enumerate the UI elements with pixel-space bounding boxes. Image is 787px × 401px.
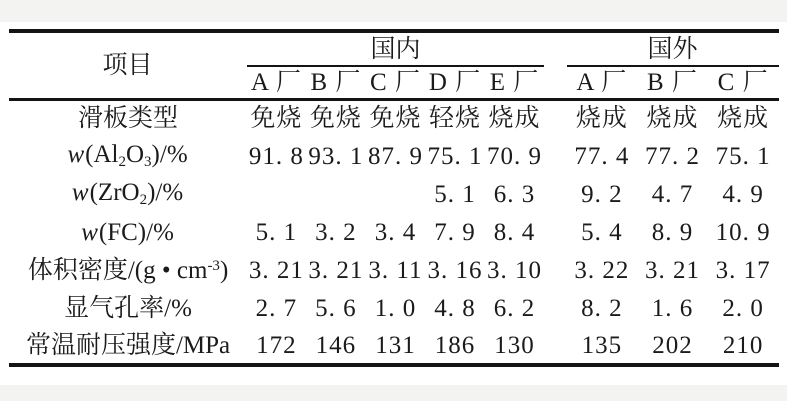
row-label <box>9 251 247 289</box>
corner-header-item: 项目 <box>102 51 153 79</box>
cell: 172 <box>256 331 297 359</box>
cell: 202 <box>652 331 693 359</box>
row-label <box>9 99 247 137</box>
cell: 146 <box>315 331 357 359</box>
cell: 1. 6 <box>651 294 694 322</box>
column-header-domestic-a: A 厂 <box>250 68 302 96</box>
cell: 4. 9 <box>722 180 764 208</box>
cell: 3. 21 <box>644 256 700 284</box>
row-label <box>9 213 247 251</box>
cell: 4. 8 <box>434 294 476 322</box>
row-label-text: (FC)/% <box>98 218 174 246</box>
cell: 5. 1 <box>255 218 298 246</box>
cell: 免烧 <box>306 99 366 137</box>
cell: 130 <box>494 331 535 359</box>
cell <box>247 175 307 213</box>
cell: 75. 1 <box>427 142 483 170</box>
group-gap <box>544 31 566 99</box>
cell: 5. 4 <box>581 218 623 246</box>
group-header-domestic: 国内 <box>247 31 545 66</box>
column-header-domestic-c: C 厂 <box>369 68 421 96</box>
column-header-domestic-e: E 厂 <box>489 68 540 96</box>
cell: 70. 9 <box>487 142 543 170</box>
row-label <box>9 327 247 365</box>
row-label <box>9 175 247 213</box>
cell: 3. 4 <box>374 218 417 246</box>
cell: 8. 9 <box>651 218 694 246</box>
cell: 9. 2 <box>581 180 623 208</box>
cell: 6. 2 <box>493 294 536 322</box>
cell: 3. 11 <box>368 256 423 284</box>
table-row-crushing-strength <box>9 327 779 365</box>
cell: 87. 9 <box>367 142 423 170</box>
cell: 3. 16 <box>427 256 483 284</box>
group-header-foreign: 国外 <box>567 31 779 66</box>
row-label-text: 体积密度/(g • $cm^{-3}$) <box>27 256 229 284</box>
cell: 91. 8 <box>248 142 304 170</box>
table-row-fc <box>9 213 779 251</box>
cell: 5. 6 <box>315 294 357 322</box>
cell: 2. 7 <box>255 294 298 322</box>
row-label-text: (ZrO$_2$)/% <box>89 179 184 208</box>
cell: 3. 2 <box>315 218 357 246</box>
cell: 10. 9 <box>715 218 771 246</box>
cell: 210 <box>722 331 764 359</box>
row-label <box>9 289 247 327</box>
group-gap <box>544 251 566 289</box>
cell: 7. 9 <box>434 218 476 246</box>
table-panel <box>0 22 787 385</box>
row-label-text: 常温耐压强度/MPa <box>25 331 231 359</box>
cell: 75. 1 <box>715 142 771 170</box>
column-header-foreign-b: B 厂 <box>647 68 698 96</box>
cell: 烧成 <box>567 99 638 137</box>
group-gap <box>544 175 566 213</box>
row-label-symbol: w <box>81 218 98 246</box>
table-row-apparent-porosity <box>9 289 779 327</box>
cell: 轻烧 <box>425 99 485 137</box>
cell: 3. 22 <box>574 256 630 284</box>
table-row-bulk-density <box>9 251 779 289</box>
group-gap <box>544 213 566 251</box>
row-label-symbol: w <box>71 179 89 207</box>
cell: 2. 0 <box>722 294 764 322</box>
cell: 免烧 <box>247 99 307 137</box>
cell: 6. 3 <box>493 180 536 208</box>
cell: 5. 1 <box>434 180 476 208</box>
group-header-row <box>9 31 779 66</box>
cell: 93. 1 <box>308 142 364 170</box>
row-label-text: $(Al_2O_3)/\%$ <box>85 141 188 170</box>
column-header-domestic-b: B 厂 <box>310 68 362 96</box>
table-row-zro2 <box>9 175 779 213</box>
cell: 77. 4 <box>574 142 630 170</box>
cell: 烧成 <box>485 99 545 137</box>
cell: 免烧 <box>366 99 426 137</box>
cell: 3. 10 <box>487 256 543 284</box>
cell: 131 <box>375 331 416 359</box>
table-row-al2o3 <box>9 137 779 175</box>
cell <box>306 175 366 213</box>
table-row-plate-type <box>9 99 779 137</box>
column-header-domestic-d: D 厂 <box>428 68 482 96</box>
cell: 186 <box>434 331 476 359</box>
cell: 3. 17 <box>715 256 771 284</box>
column-header-foreign-c: C 厂 <box>717 68 769 96</box>
cell: 77. 2 <box>644 142 700 170</box>
group-gap <box>544 99 566 137</box>
cell: 烧成 <box>708 99 779 137</box>
row-label <box>9 137 247 175</box>
group-gap <box>544 137 566 175</box>
cell <box>366 175 426 213</box>
row-label-symbol: w <box>67 141 85 169</box>
properties-table <box>9 29 779 367</box>
row-label-text: 滑板类型 <box>78 105 179 133</box>
cell: 135 <box>581 331 623 359</box>
cell: 8. 4 <box>493 218 536 246</box>
group-gap <box>544 327 566 365</box>
cell: 8. 2 <box>581 294 623 322</box>
column-header-foreign-a: A 厂 <box>576 68 628 96</box>
cell: 4. 7 <box>651 180 694 208</box>
cell: 3. 21 <box>248 256 304 284</box>
cell: 3. 21 <box>308 256 364 284</box>
cell: 烧成 <box>637 99 708 137</box>
row-label-text: 显气孔率/% <box>64 294 192 322</box>
cell: 1. 0 <box>374 294 417 322</box>
group-gap <box>544 289 566 327</box>
